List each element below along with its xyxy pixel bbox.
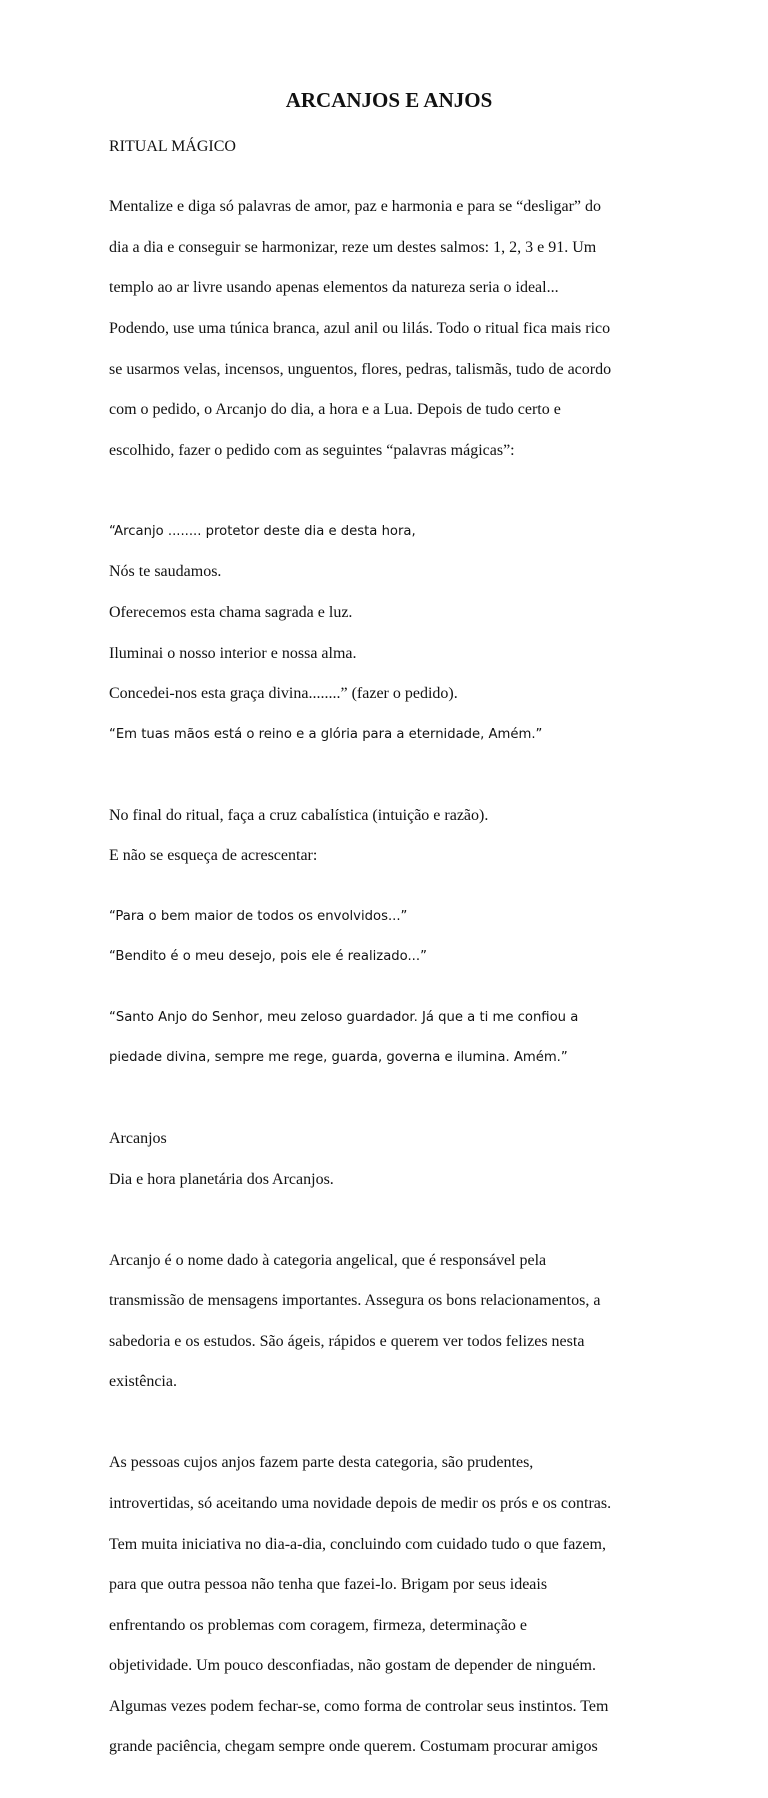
quote-2: “Bendito é o meu desejo, pois ele é realizado...” [109, 949, 427, 965]
quote-3 [109, 987, 669, 1088]
arcanjos-line: Arcanjos [109, 1130, 167, 1148]
prayer-line: “Arcanjo ........ protetor deste dia e desta hora, [109, 523, 416, 539]
description-line: Arcanjo é o nome dado à categoria angelical, que é responsável pela [109, 1251, 547, 1269]
intro-line: se usarmos velas, incensos, unguentos, flores, pedras, talismãs, tudo de acordo [109, 360, 612, 378]
description-line: transmissão de mensagens importantes. Assegura os bons relacionamentos, a [109, 1292, 601, 1310]
pessoas-line: grande paciência, chegam sempre onde querem. Costumam procurar amigos [109, 1738, 598, 1756]
arcanjos-heading [109, 1109, 669, 1210]
description-line: existência. [109, 1373, 177, 1391]
intro-line: templo ao ar livre usando apenas elementos da natureza seria o ideal... [109, 279, 559, 297]
prayer-line: Oferecemos esta chama sagrada e luz. [109, 603, 353, 621]
pessoas-line: objetividade. Um pouco desconfiadas, não gostam de depender de ninguém. [109, 1657, 596, 1675]
pessoas-line: introvertidas, só aceitando uma novidade depois de medir os prós e os contras. [109, 1494, 612, 1512]
intro-line: Mentalize e diga só palavras de amor, paz e harmonia e para se “desligar” do [109, 198, 602, 216]
intro-line: Podendo, use uma túnica branca, azul anil ou lilás. Todo o ritual fica mais rico [109, 320, 611, 338]
pessoas-line: As pessoas cujos anjos fazem parte desta categoria, são prudentes, [109, 1454, 534, 1472]
arcanjos-line: Dia e hora planetária dos Arcanjos. [109, 1170, 334, 1188]
pessoas-line: Algumas vezes podem fechar-se, como forma de controlar seus instintos. Tem [109, 1697, 609, 1715]
intro-line: dia a dia e conseguir se harmonizar, reze um destes salmos: 1, 2, 3 e 91. Um [109, 238, 597, 256]
final-line: No final do ritual, faça a cruz cabalística (intuição e razão). [109, 806, 489, 824]
prayer-paragraph [109, 501, 669, 765]
prayer-line: “Em tuas mãos está o reino e a glória para a eternidade, Amém.” [109, 726, 543, 742]
prayer-line: Concedei-nos esta graça divina........” (fazer o pedido). [109, 685, 458, 703]
prayer-line: Iluminai o nosso interior e nossa alma. [109, 644, 357, 662]
description-line: sabedoria e os estudos. São ágeis, rápidos e querem ver todos felizes nesta [109, 1332, 585, 1350]
quote-1: “Para o bem maior de todos os envolvidos...” [109, 908, 408, 924]
arcanjo-description [109, 1230, 669, 1413]
quote-line: piedade divina, sempre me rege, guarda, governa e ilumina. Amém.” [109, 1050, 568, 1066]
final-paragraph [109, 785, 669, 886]
pessoas-line: para que outra pessoa não tenha que fazei-lo. Brigam por seus ideais [109, 1576, 548, 1594]
quote-line: “Santo Anjo do Senhor, meu zeloso guardador. Já que a ti me confiou a [109, 1009, 579, 1025]
intro-line: escolhido, fazer o pedido com as seguintes “palavras mágicas”: [109, 441, 515, 459]
intro-paragraph [109, 177, 669, 481]
pessoas-paragraph [109, 1433, 669, 1778]
document-page [109, 88, 669, 1798]
section-subtitle: RITUAL MÁGICO [109, 138, 236, 155]
pessoas-line: enfrentando os problemas com coragem, firmeza, determinação e [109, 1616, 528, 1634]
intro-line: com o pedido, o Arcanjo do dia, a hora e a Lua. Depois de tudo certo e [109, 401, 561, 419]
pessoas-line: Tem muita iniciativa no dia-a-dia, concluindo com cuidado tudo o que fazem, [109, 1535, 606, 1553]
prayer-line: Nós te saudamos. [109, 563, 222, 581]
final-line: E não se esqueça de acrescentar: [109, 847, 318, 865]
document-title: ARCANJOS E ANJOS [285, 88, 493, 112]
